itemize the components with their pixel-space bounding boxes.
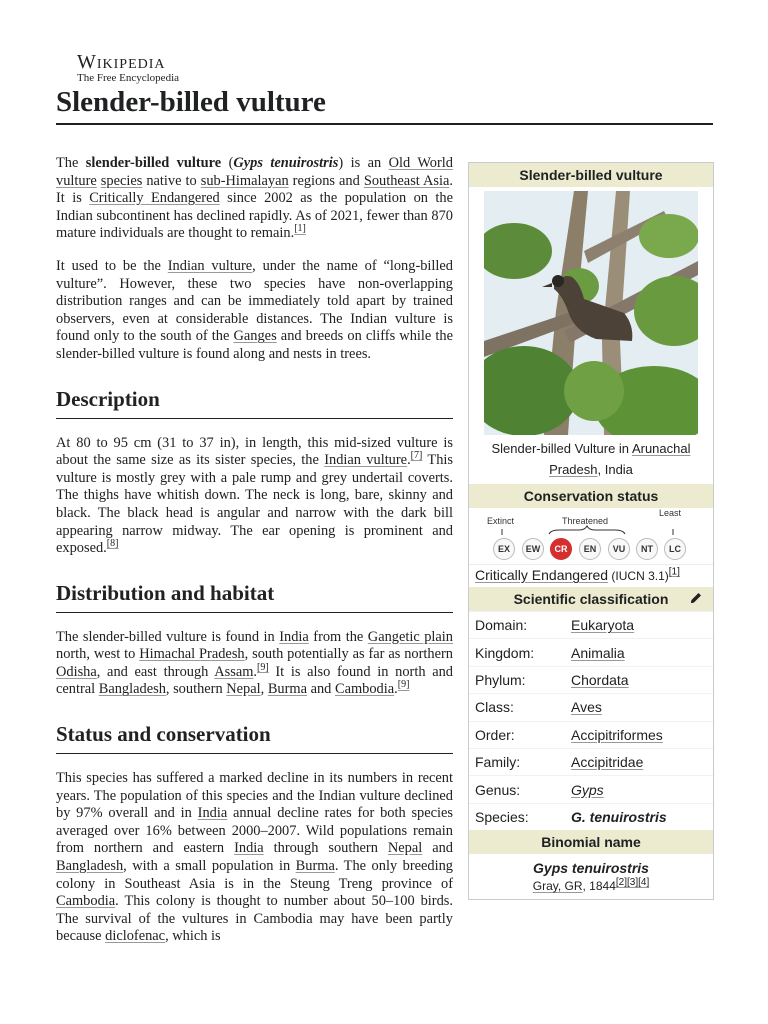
page-title: Slender-billed vulture bbox=[56, 86, 326, 118]
infobox bbox=[468, 162, 714, 900]
classification-row-domain bbox=[469, 611, 713, 638]
link-india[interactable]: India bbox=[197, 805, 228, 822]
binomial-authority bbox=[469, 879, 713, 893]
row-value-link[interactable]: Accipitriformes bbox=[571, 726, 663, 743]
text: . It is bbox=[56, 172, 453, 207]
title-divider bbox=[56, 123, 713, 125]
logo-wordmark: Wikipedia bbox=[77, 51, 166, 73]
edit-pencil-icon[interactable] bbox=[689, 591, 703, 608]
binomial-term: Gyps tenuirostris bbox=[233, 155, 339, 171]
text: , under the name of “long-billed vulture”. However, these two species have non-overlapping distribution ranges and can be immediately told apart by trained observers, even at considerable distances. The Indian vulture is found only to the south of the bbox=[56, 257, 454, 345]
text: ) is an bbox=[338, 155, 389, 171]
status-lc: LC bbox=[664, 538, 686, 560]
vulture-photo[interactable] bbox=[484, 191, 698, 435]
link-bangladesh[interactable]: Bangladesh bbox=[56, 858, 124, 875]
link-himachal-pradesh[interactable]: Himachal Pradesh bbox=[139, 646, 245, 663]
link-indian-vulture[interactable]: Indian vulture bbox=[324, 452, 408, 469]
distribution-paragraph bbox=[56, 629, 453, 699]
reference-link[interactable]: [1] bbox=[294, 223, 306, 235]
reference-link[interactable]: [7] bbox=[410, 450, 423, 462]
conservation-status-header: Conservation status bbox=[469, 484, 713, 508]
text: This species has suffered a marked decline in its numbers in recent years. The population of this species and the Indian vulture declined by 97% overall and in bbox=[56, 770, 453, 822]
intro-paragraph-1 bbox=[56, 155, 453, 243]
least-label: Least bbox=[659, 508, 682, 518]
text: north, west to bbox=[56, 646, 140, 663]
text: . bbox=[253, 663, 258, 680]
text: . The only breeding colony in Southeast Asia is in the Steung Treng province of bbox=[56, 858, 453, 892]
text: since 2002 as the population on the Indian subcontinent has declined rapidly. As of 2021, fewer than 870 mature individuals are thought to remain. bbox=[56, 190, 453, 242]
link-assam[interactable]: Assam bbox=[214, 663, 254, 680]
reference-link[interactable]: [9] bbox=[257, 662, 269, 674]
section-heading-status: Status and conservation bbox=[56, 719, 453, 754]
reference-link[interactable]: [8] bbox=[106, 538, 119, 550]
text: ( bbox=[221, 155, 234, 171]
link-india[interactable]: India bbox=[279, 628, 309, 645]
row-key: Domain: bbox=[475, 617, 528, 634]
logo-tagline: The Free Encyclopedia bbox=[77, 72, 180, 84]
row-value-link[interactable]: Gyps bbox=[571, 781, 604, 798]
text: , bbox=[260, 681, 268, 698]
row-key: Kingdom: bbox=[475, 644, 535, 661]
reference-link[interactable]: [2][3][4] bbox=[615, 877, 650, 889]
link-critically-endangered[interactable]: Critically Endangered bbox=[89, 190, 220, 207]
text: and bbox=[307, 681, 335, 698]
binomial-name-block bbox=[469, 854, 713, 899]
link-odisha[interactable]: Odisha bbox=[56, 663, 97, 680]
classification-row-species bbox=[469, 803, 713, 830]
row-key: Class: bbox=[475, 699, 514, 716]
status-ew: EW bbox=[522, 538, 544, 560]
text: The bbox=[56, 155, 86, 171]
link-burma[interactable]: Burma bbox=[267, 681, 307, 698]
text: and bbox=[422, 840, 453, 857]
text: It is also found in north and central bbox=[56, 663, 453, 698]
photo-caption bbox=[469, 435, 713, 484]
text: , 1844 bbox=[582, 879, 616, 894]
link-gangetic-plain[interactable]: Gangetic plain bbox=[367, 628, 453, 645]
wikipedia-logo[interactable] bbox=[77, 52, 179, 84]
section-heading-distribution: Distribution and habitat bbox=[56, 578, 453, 613]
link-southeast-asia[interactable]: Southeast Asia bbox=[363, 172, 450, 189]
threatened-label: Threatened bbox=[562, 516, 609, 526]
link-indian-vulture[interactable]: Indian vulture bbox=[167, 257, 253, 274]
binomial-name-header: Binomial name bbox=[469, 830, 713, 854]
classification-row-phylum bbox=[469, 666, 713, 693]
row-value-link[interactable]: Chordata bbox=[571, 671, 629, 688]
classification-heading-text: Scientific classification bbox=[513, 591, 669, 607]
link-nepal[interactable]: Nepal bbox=[226, 681, 261, 698]
text: through southern bbox=[263, 840, 388, 857]
vulture-photo-illustration bbox=[484, 191, 698, 435]
link-arunachal-pradesh[interactable]: Arunachal Pradesh bbox=[549, 441, 691, 477]
bold-term: slender-billed vulture bbox=[85, 155, 222, 171]
description-paragraph bbox=[56, 435, 453, 558]
scientific-classification-header bbox=[469, 587, 713, 611]
extinct-label: Extinct bbox=[487, 516, 515, 526]
text: from the bbox=[308, 628, 368, 645]
classification-row-class bbox=[469, 693, 713, 720]
link-gray-gr[interactable]: Gray, GR bbox=[532, 879, 583, 894]
intro-paragraph-2 bbox=[56, 258, 453, 364]
text: . bbox=[394, 681, 398, 698]
reference-link[interactable]: [9] bbox=[397, 679, 410, 691]
row-value-link[interactable]: Animalia bbox=[571, 644, 625, 661]
status-paragraph bbox=[56, 770, 453, 946]
row-key: Species: bbox=[475, 808, 529, 825]
text: , which is bbox=[165, 928, 221, 945]
link-species[interactable]: species bbox=[100, 172, 143, 189]
reference-link[interactable]: [1] bbox=[668, 566, 680, 578]
text: regions and bbox=[288, 172, 364, 189]
text: native to bbox=[142, 172, 201, 189]
row-value-link[interactable]: Aves bbox=[571, 699, 602, 716]
row-key: Order: bbox=[475, 726, 515, 743]
row-value-link[interactable]: Accipitridae bbox=[571, 754, 644, 771]
classification-row-family bbox=[469, 748, 713, 775]
link-diclofenac[interactable]: diclofenac bbox=[105, 928, 166, 945]
link-india[interactable]: India bbox=[234, 840, 264, 857]
link-cambodia[interactable]: Cambodia bbox=[56, 893, 116, 910]
infobox-title: Slender-billed vulture bbox=[469, 163, 713, 187]
link-cambodia[interactable]: Cambodia bbox=[334, 681, 395, 698]
binomial-name: Gyps tenuirostris bbox=[533, 860, 649, 877]
status-en: EN bbox=[579, 538, 601, 560]
status-cr: CR bbox=[550, 538, 572, 560]
text: Slender-billed Vulture in bbox=[491, 441, 632, 456]
classification-row-order bbox=[469, 721, 713, 748]
text: At 80 to 95 cm (31 to 37 in), in length, this mid-sized vulture is about the same size as its sister species, the bbox=[56, 434, 453, 469]
status-ex: EX bbox=[493, 538, 515, 560]
text: It used to be the bbox=[56, 257, 168, 274]
link-critically-endangered[interactable]: Critically Endangered bbox=[475, 567, 609, 583]
article-body bbox=[56, 155, 453, 961]
classification-row-kingdom bbox=[469, 638, 713, 665]
status-vu: VU bbox=[608, 538, 630, 560]
text: and breeds on cliffs while the slender-billed vulture is found along and nests in trees. bbox=[56, 328, 453, 362]
link-ganges[interactable]: Ganges bbox=[233, 328, 277, 345]
conservation-status-scale[interactable] bbox=[469, 508, 713, 565]
link-burma[interactable]: Burma bbox=[295, 858, 335, 875]
text: . This colony is thought to number about 50–100 birds. The survival of the vultures in Cambodia may have been partly because bbox=[56, 893, 453, 945]
text: , south potentially as far as northern bbox=[244, 646, 453, 663]
text: annual decline rates for both species averaged over 16% between 2000–2007. Wild populations remain from northern and eastern bbox=[56, 805, 454, 857]
text: The slender-billed vulture is found in bbox=[56, 628, 280, 645]
classification-row-genus bbox=[469, 775, 713, 802]
row-key: Phylum: bbox=[475, 671, 526, 688]
link-nepal[interactable]: Nepal bbox=[387, 840, 423, 857]
text: This vulture is mostly grey with a pale rump and grey undertail coverts. The thighs have whitish down. The neck is long, bare, skinny and black. The black head is angular and narrow with the dark bill appearing narrow midway. The ear opening is prominent and exposed. bbox=[56, 452, 454, 557]
row-value: G. tenuirostris bbox=[571, 808, 667, 825]
conservation-status-text bbox=[469, 565, 713, 587]
section-heading-description: Description bbox=[56, 384, 453, 419]
row-key: Family: bbox=[475, 754, 521, 771]
row-value-link[interactable]: Eukaryota bbox=[571, 617, 635, 634]
link-old-world-vulture[interactable]: Old World vulture bbox=[56, 155, 453, 189]
status-nt: NT bbox=[636, 538, 658, 560]
text: , with a small population in bbox=[123, 858, 296, 875]
row-key: Genus: bbox=[475, 781, 521, 798]
text: , India bbox=[597, 462, 633, 477]
text: , southern bbox=[165, 681, 227, 698]
iucn-label: (IUCN 3.1) bbox=[608, 569, 669, 583]
link-bangladesh[interactable]: Bangladesh bbox=[98, 681, 166, 698]
text: . bbox=[407, 452, 411, 469]
text: , and east through bbox=[96, 663, 215, 680]
link-sub-himalayan[interactable]: sub-Himalayan bbox=[200, 172, 289, 189]
